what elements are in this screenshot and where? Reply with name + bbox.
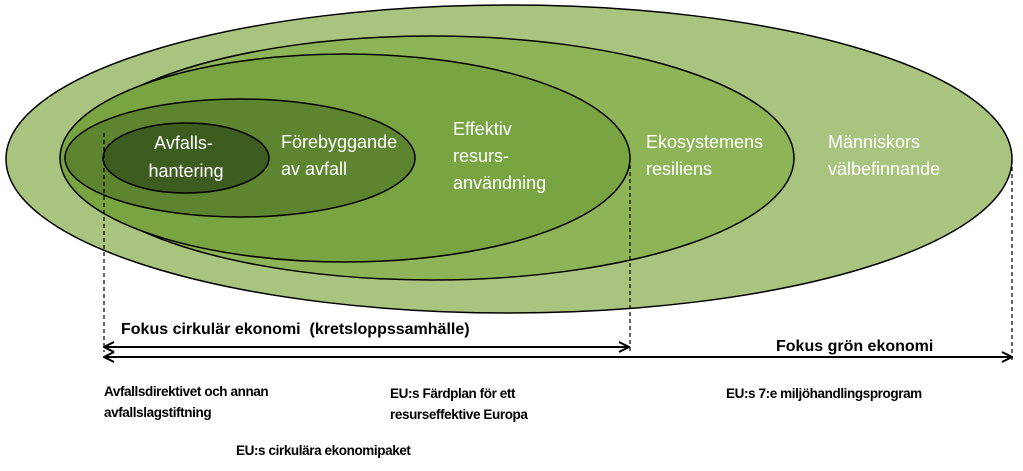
policy-roadmap: EU:s Färdplan för ett resurseffektive Europa <box>390 386 528 422</box>
policy-waste-directive: Avfallsdirektivet och annan avfallslagstiftning <box>104 384 269 420</box>
human-wellbeing-label: Människors välbefinnande <box>828 132 941 179</box>
waste-management-label: Avfalls- hantering <box>148 133 224 181</box>
focus-circular-label: Fokus cirkulär ekonomi (kretsloppssamhälle) <box>121 321 470 338</box>
focus-green-label: Fokus grön ekonomi <box>776 338 934 355</box>
resource-efficiency-label: Effektiv resurs- användning <box>453 119 547 193</box>
policy-7th-eap: EU:s 7:e miljöhandlingsprogram <box>726 386 922 401</box>
waste-prevention-label: Förebyggande av avfall <box>281 132 398 179</box>
ecosystem-resilience-label: Ekosystemens resiliens <box>646 132 764 179</box>
policy-circular-package: EU:s cirkulära ekonomipaket <box>236 443 411 458</box>
